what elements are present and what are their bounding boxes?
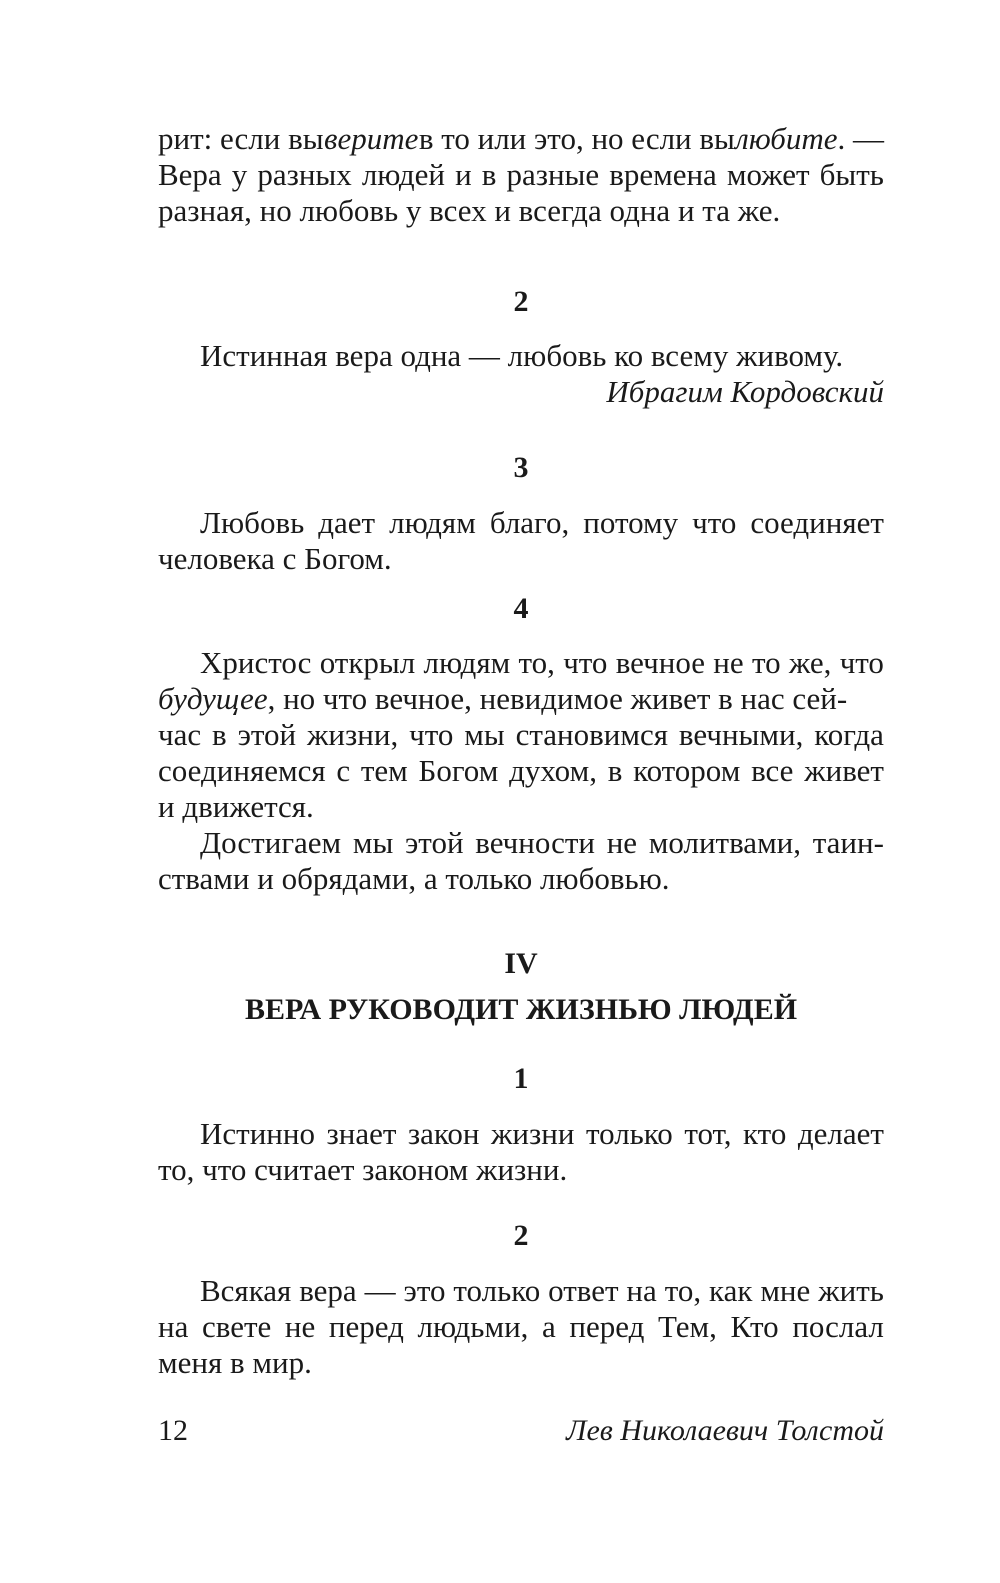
text-line: рит: если вы верите в то или это, но если вы любите. — <box>158 121 884 156</box>
chapter-section-1-paragraph <box>158 1116 884 1188</box>
text-line: Любовь дает людям благо, потому что соединяет <box>200 505 884 540</box>
text-line: меня в мир. <box>158 1345 312 1380</box>
running-author: Лев Николаевич Толстой <box>566 1414 884 1447</box>
section-number: 2 <box>513 285 529 318</box>
section-number: 4 <box>513 592 529 625</box>
page-number: 12 <box>158 1414 188 1447</box>
chapter-section-2-paragraph <box>158 1273 884 1381</box>
text-line: то, что считает законом жизни. <box>158 1152 568 1187</box>
text-line: Вера у разных людей и в разные времена может быть <box>158 157 884 192</box>
section-number: 3 <box>513 451 529 484</box>
quote-author: Ибрагим Кордовский <box>606 374 884 409</box>
text-line: час в этой жизни, что мы становимся вечными, когда <box>158 717 884 752</box>
text-line: Достигаем мы этой вечности не молитвами, таин- <box>200 825 884 860</box>
text-line: Христос открыл людям то, что вечное не то же, что <box>200 645 884 680</box>
text-line: разная, но любовь у всех и всегда одна и та же. <box>158 193 781 228</box>
text-line: Истинная вера одна — любовь ко всему живому. <box>200 338 844 373</box>
section-number: 2 <box>513 1219 529 1252</box>
text-line: соединяемся с тем Богом духом, в котором все живет <box>158 753 884 788</box>
text-line: ствами и обрядами, а только любовью. <box>158 861 670 896</box>
chapter-title: ВЕРА РУКОВОДИТ ЖИЗНЬЮ ЛЮДЕЙ <box>244 993 798 1026</box>
section-2-paragraph <box>158 338 884 410</box>
chapter-number: IV <box>504 947 538 980</box>
text-line: человека с Богом. <box>158 541 392 576</box>
text-line: будущее , но что вечное, невидимое живет в нас сей- <box>158 681 848 716</box>
text-line: и движется. <box>158 789 314 824</box>
text-line: на свете не перед людьми, а перед Тем, Кто послал <box>158 1309 884 1344</box>
text-line: Всякая вера — это только ответ на то, как мне жить <box>200 1273 884 1308</box>
section-number: 1 <box>513 1062 529 1095</box>
page-footer <box>158 1414 884 1448</box>
section-4-paragraph <box>158 645 884 897</box>
intro-paragraph <box>158 121 884 229</box>
section-3-paragraph <box>158 505 884 577</box>
text-line: Истинно знает закон жизни только тот, кто делает <box>200 1116 884 1151</box>
